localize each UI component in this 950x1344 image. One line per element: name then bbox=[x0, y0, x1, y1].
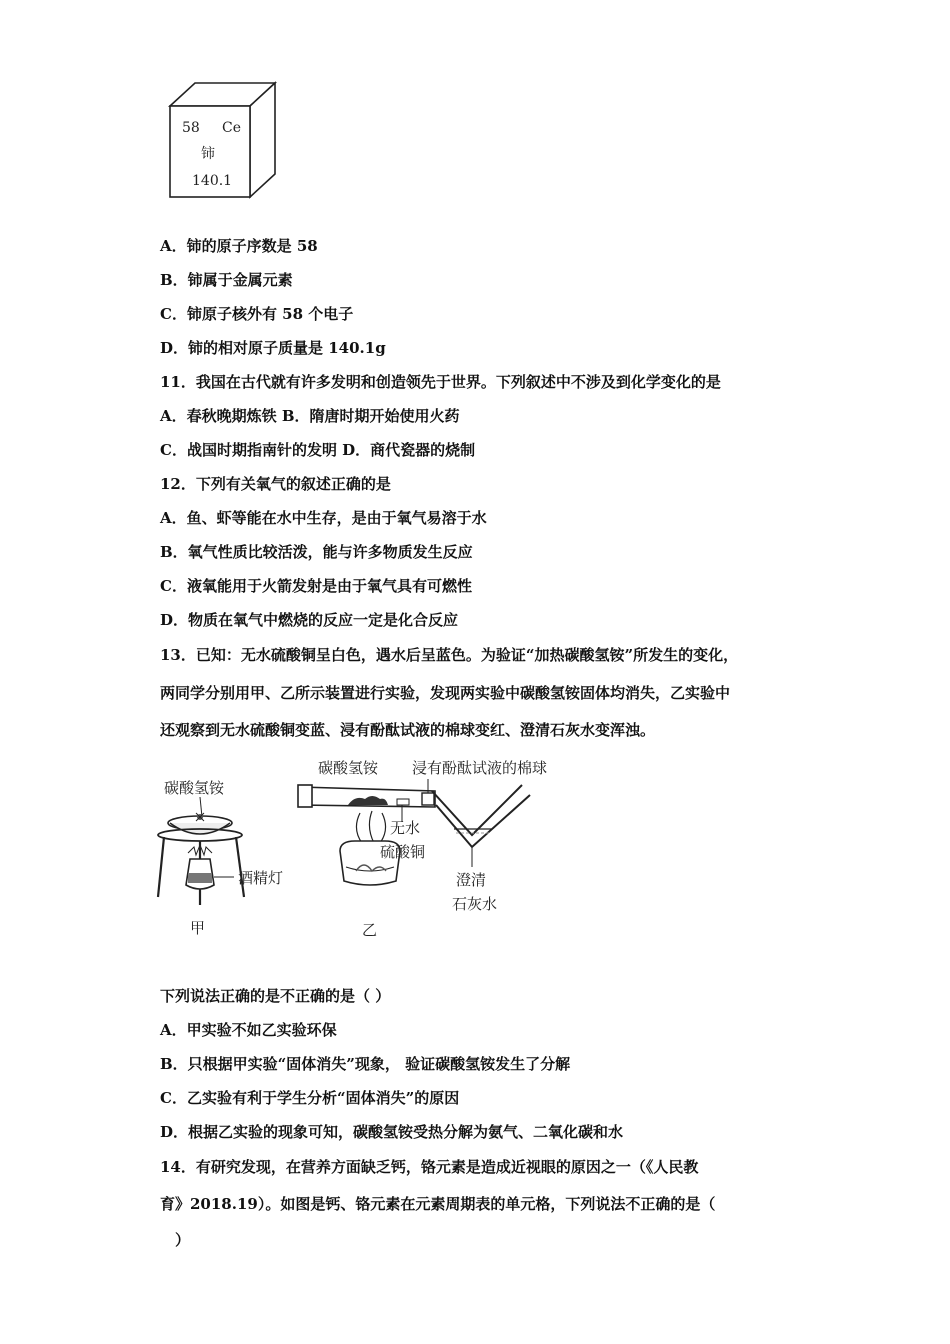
jia-lamp-label: 酒精灯 bbox=[238, 869, 284, 887]
q12-option-a: A．鱼、虾等能在水中生存，是由于氧气易溶于水 bbox=[160, 509, 487, 527]
element-name: 铈 bbox=[201, 146, 215, 162]
q13-option-c: C．乙实验有利于学生分析“固体消失”的原因 bbox=[160, 1089, 460, 1107]
yi-lime-label-line1: 澄清 bbox=[456, 871, 487, 889]
q13-option-a: A．甲实验不如乙实验环保 bbox=[160, 1021, 337, 1039]
yi-lime-label-line2: 石灰水 bbox=[452, 895, 498, 913]
jia-caption: 甲 bbox=[190, 919, 206, 937]
q13-option-d: D．根据乙实验的现象可知，碳酸氢铵受热分解为氨气、二氧化碳和水 bbox=[160, 1123, 624, 1141]
jia-sample-label: 碳酸氢铵 bbox=[164, 779, 225, 797]
q13-stem-line2: 两同学分别用甲、乙所示装置进行实验，发现两实验中碳酸氢铵固体均消失，乙实验中 bbox=[160, 684, 731, 702]
q10-option-c: C．铈原子核外有 58 个电子 bbox=[160, 305, 354, 323]
q10-option-a: A．铈的原子序数是 58 bbox=[160, 237, 318, 255]
q12-stem: 12．下列有关氧气的叙述正确的是 bbox=[160, 475, 391, 493]
yi-caption: 乙 bbox=[362, 921, 378, 939]
q13-apparatus-figure bbox=[150, 755, 590, 945]
q14-stem-line1: 14．有研究发现，在营养方面缺乏钙，铬元素是造成近视眼的原因之一（《人民教 bbox=[160, 1158, 699, 1176]
yi-sample-label: 碳酸氢铵 bbox=[318, 759, 379, 777]
q11-options-cd: C．战国时期指南针的发明 D．商代瓷器的烧制 bbox=[160, 441, 476, 459]
q13-question: 下列说法正确的是不正确的是（ ） bbox=[160, 987, 391, 1005]
q12-option-c: C．液氧能用于火箭发射是由于氧气具有可燃性 bbox=[160, 577, 472, 595]
element-card-cerium bbox=[150, 78, 290, 203]
yi-cotton-label: 浸有酚酞试液的棉球 bbox=[412, 759, 548, 777]
q10-option-b: B．铈属于金属元素 bbox=[160, 271, 293, 289]
q13-stem-line3: 还观察到无水硫酸铜变蓝、浸有酚酞试液的棉球变红、澄清石灰水变浑浊。 bbox=[160, 721, 656, 739]
q11-stem: 11．我国在古代就有许多发明和创造领先于世界。下列叙述中不涉及到化学变化的是 bbox=[160, 373, 721, 391]
apparatus-yi bbox=[298, 759, 547, 939]
yi-cuso4-label-line2: 硫酸铜 bbox=[380, 843, 426, 861]
q13-option-b: B．只根据甲实验“固体消失”现象， 验证碳酸氢铵发生了分解 bbox=[160, 1055, 571, 1073]
q12-option-b: B．氧气性质比较活泼，能与许多物质发生反应 bbox=[160, 543, 473, 561]
element-symbol: Ce bbox=[222, 120, 241, 136]
q11-options-ab: A．春秋晚期炼铁 B．隋唐时期开始使用火药 bbox=[160, 407, 460, 425]
q10-option-d: D．铈的相对原子质量是 140.1g bbox=[160, 339, 386, 357]
q14-stem-line2: 育》2018.19）。如图是钙、铬元素在元素周期表的单元格，下列说法不正确的是（ bbox=[160, 1195, 716, 1213]
apparatus-jia bbox=[158, 779, 283, 937]
q14-stem-line3: ） bbox=[175, 1231, 191, 1249]
q13-stem-line1: 13．已知：无水硫酸铜呈白色，遇水后呈蓝色。为验证“加热碳酸氢铵”所发生的变化， bbox=[160, 646, 739, 664]
q12-option-d: D．物质在氧气中燃烧的反应一定是化合反应 bbox=[160, 611, 459, 629]
element-number: 58 bbox=[182, 120, 200, 136]
yi-cuso4-label-line1: 无水 bbox=[390, 819, 421, 837]
element-mass: 140.1 bbox=[192, 173, 233, 189]
